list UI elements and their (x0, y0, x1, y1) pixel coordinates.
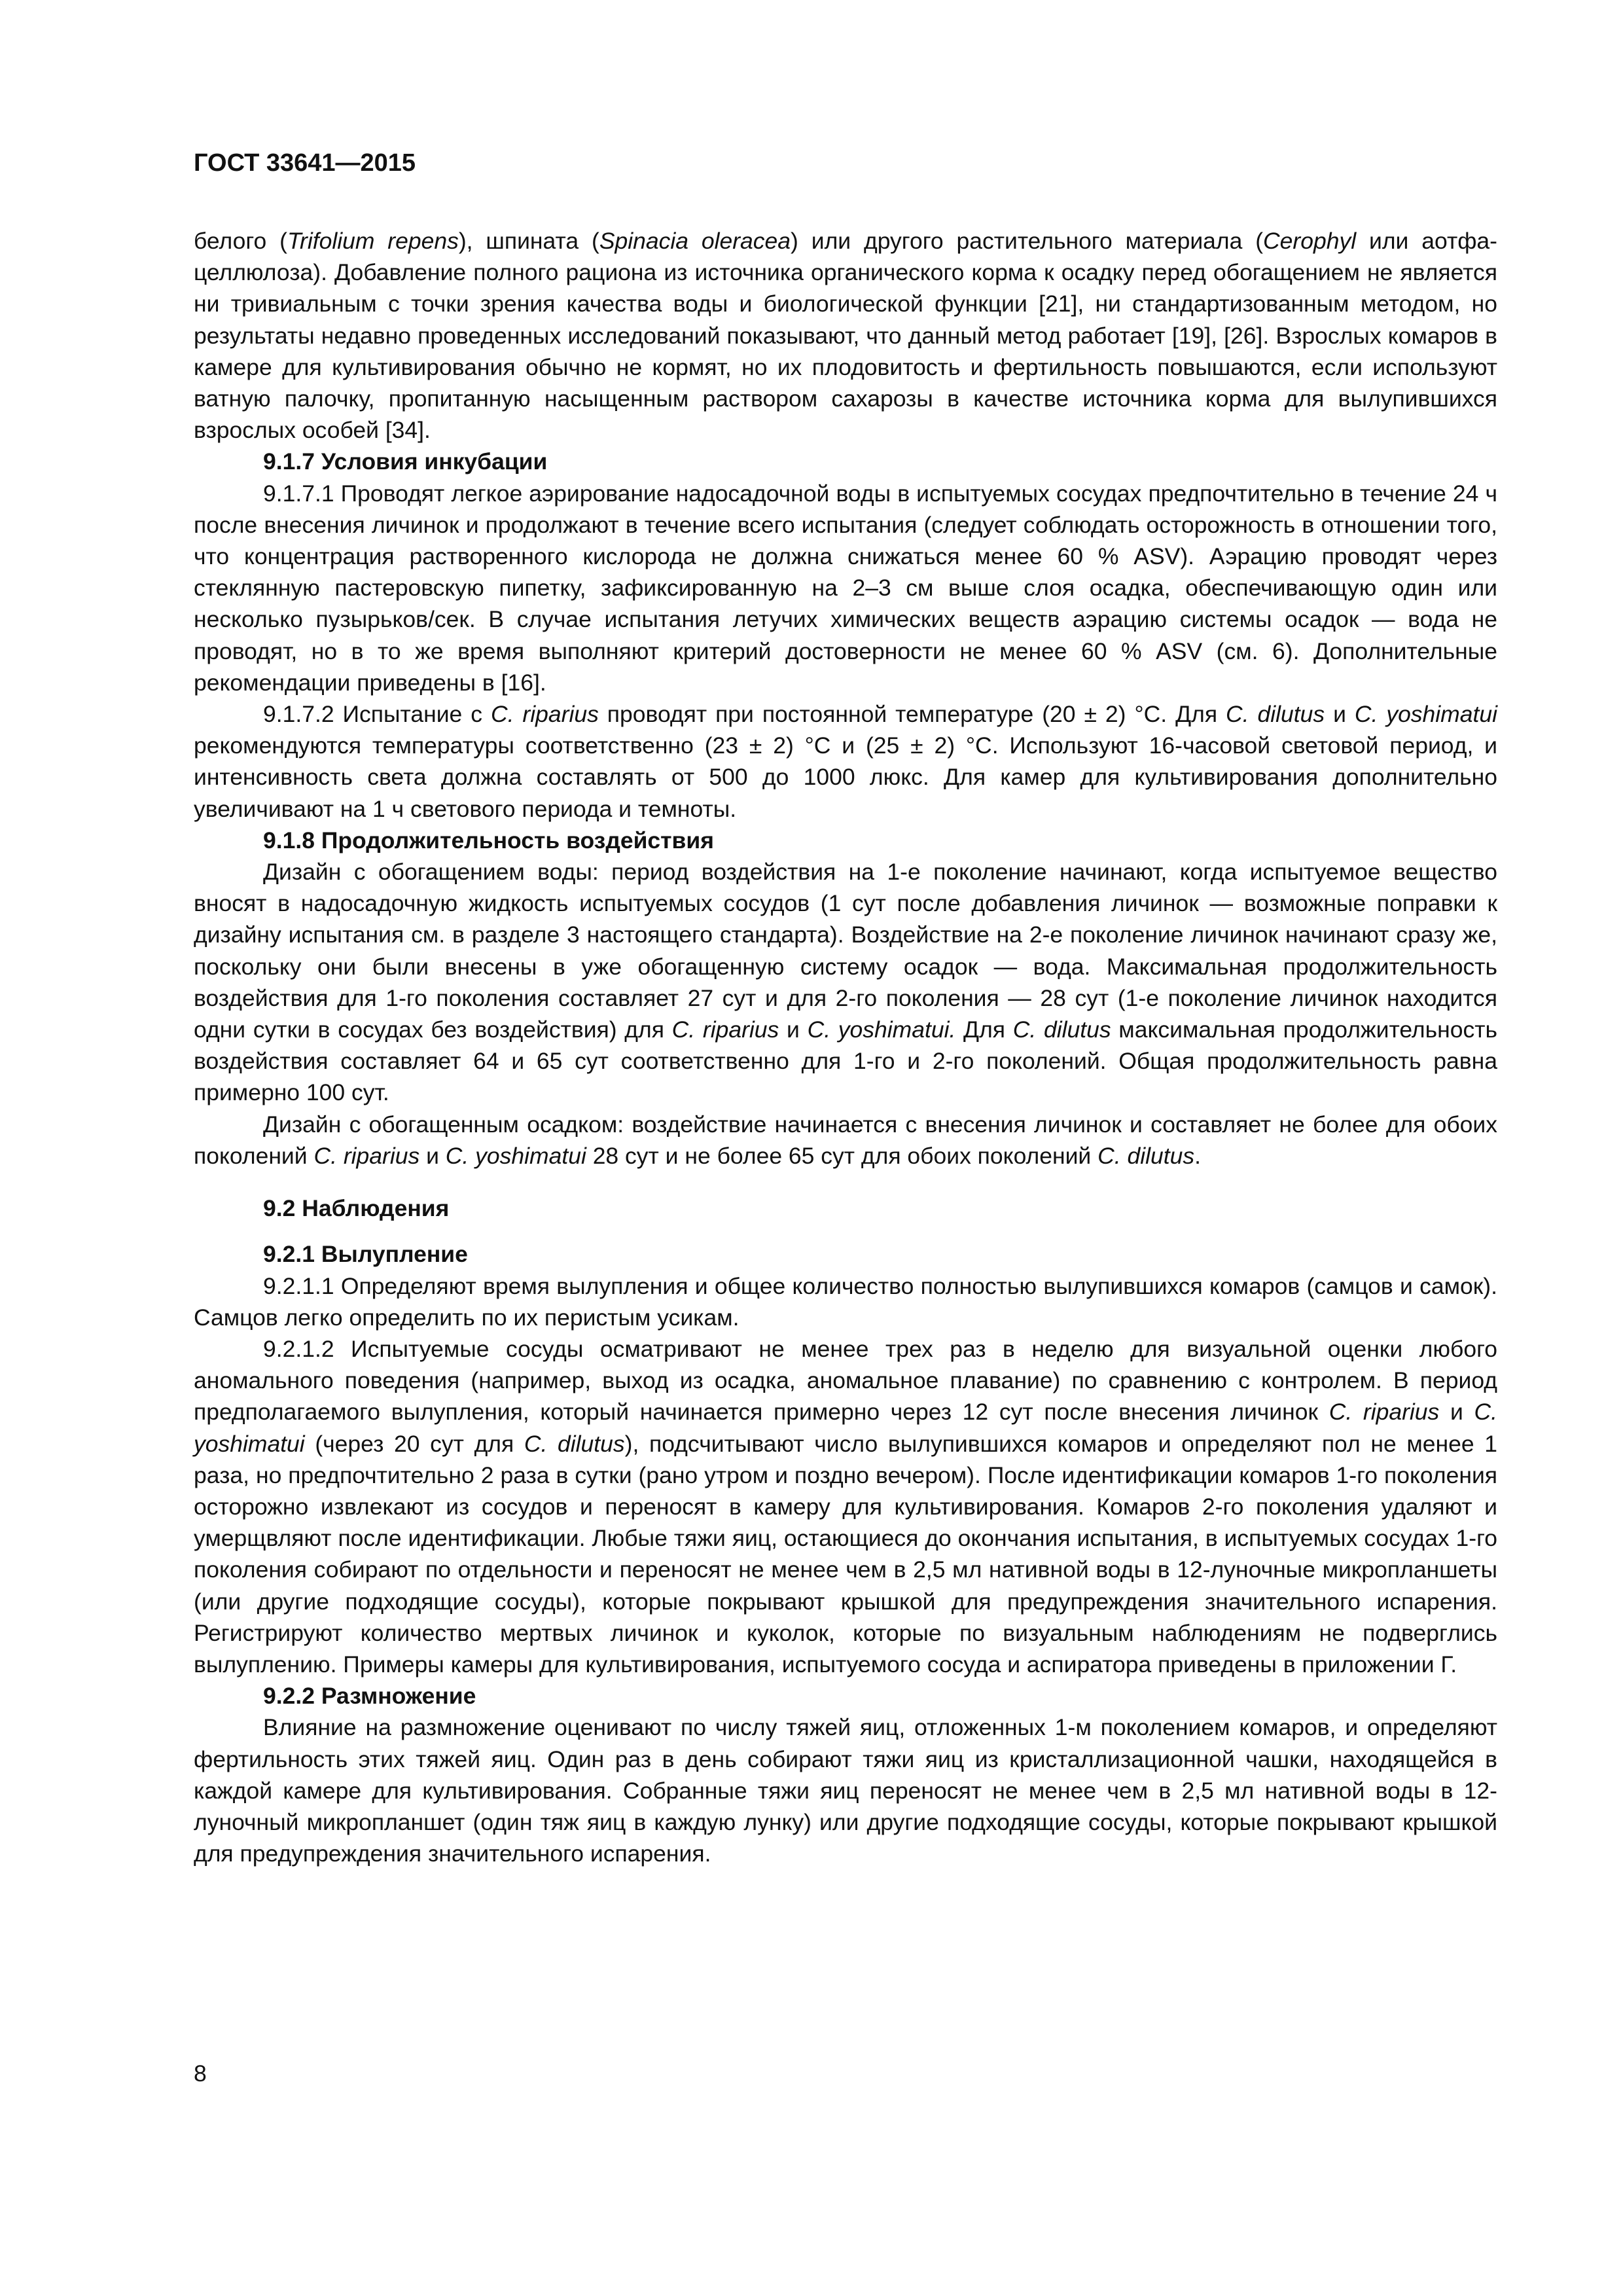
paragraph-9-2-1-1: 9.2.1.1 Определяют время вылупления и общее количество полностью вылупившихся комаров (самцов и самок). Самцов легко определить по их перистым усикам. (194, 1272, 1497, 1331)
text-run: или аотфа-целлюлоза). Добавление полного рациона из источника органического корма к осадку перед обогащением не является ни тривиальным с точки зрения качества воды и биологической функции [21], ни стандартизованным методом, но результаты недавно проведенных исследований показывают, что данный метод работает [19], [26]. Взрослых комаров в камере для культивирования обычно не кормят, но их плодовитость и фертильность повышаются, если используют ватную палочку, пропитанную насыщенным раствором сахарозы в качестве источника корма для вылупившихся взрослых особей [34]. (194, 228, 1497, 444)
species-name: Spinacia oleracea (599, 228, 791, 254)
text-run: проводят при постоянной температуре (20 ± 2) °С. Для (598, 701, 1226, 728)
text-run: 9.1.7.2 Испытание с (263, 701, 491, 728)
text-run: Для (955, 1016, 1013, 1043)
page-header-doc-id: ГОСТ 33641—2015 (194, 149, 416, 177)
text-run: ) или другого растительного материала ( (791, 228, 1264, 254)
text-run: ), шпината ( (458, 228, 599, 254)
text-run: белого ( (194, 228, 287, 254)
text-run: и (419, 1142, 446, 1169)
text-run: ), подсчитывают число вылупившихся комаров и определяют пол не менее 1 раза, но предпочтительно 2 раза в сутки (рано утром и поздно вечером). После идентификации комаров 1-го поколения осторожно извлекают из сосудов и переносят в камеру для культивирования. Комаров 2-го поколения удаляют и умерщвляют после идентификации. Любые тяжи яиц, остающиеся до окончания испытания, в испытуемых сосудах 1-го поколения собирают по отдельности и переносят не менее чем в 2,5 мл нативной воды в 12-луночные микропланшеты (или другие подходящие сосуды), которые покрывают крышкой для предупреждения значительного испарения. Регистрируют количество мертвых личинок и куколок, которые по визуальным наблюдениям не подверглись вылуплению. Примеры камеры для культивирования, испытуемого сосуда и аспиратора приведены в приложении Г. (194, 1430, 1497, 1677)
text-run: (через 20 сут для (304, 1430, 524, 1457)
species-name: C. riparius (313, 1142, 420, 1169)
heading-9-2: 9.2 Наблюдения (263, 1195, 450, 1222)
species-name: C. dilutus (1012, 1016, 1111, 1043)
paragraph-continuation (194, 225, 1497, 446)
text-run: рекомендуются температуры соответственно (23 ± 2) °С и (25 ± 2) °С. Используют 16-часовой световой период, и интенсивность света должна составлять от 500 до 1000 люкс. Для камер для культивирования дополнительно увеличивают на 1 ч светового периода и темноты. (194, 732, 1497, 822)
text-run: . (1194, 1142, 1201, 1169)
species-name: C. yoshimatui (194, 1399, 1497, 1457)
document-body (194, 225, 1497, 1869)
species-name: C. dilutus (524, 1430, 625, 1457)
species-name: C. yoshimatui (1354, 701, 1497, 728)
species-name: Trifolium repens (287, 228, 459, 254)
paragraph-9-1-7-2 (194, 698, 1497, 825)
paragraph-9-2-1-2 (194, 1333, 1497, 1680)
species-name: C. dilutus (1226, 701, 1325, 728)
text-run: Дизайн с обогащенным осадком: воздействие начинается с внесения личинок и составляет не более для обоих поколений (194, 1111, 1497, 1169)
paragraph-9-1-8-water-design (194, 856, 1497, 1109)
text-run: максимальная продолжительность воздействия составляет 64 и 65 сут соответственно для 1-го и 2-го поколений. Общая продолжительность равна примерно 100 сут. (194, 1016, 1497, 1106)
species-name: C. yoshimatui (445, 1142, 586, 1169)
text-run: 28 сут и не более 65 сут для обоих поколений (586, 1142, 1098, 1169)
paragraph-9-1-7-1: 9.1.7.1 Проводят легкое аэрирование надосадочной воды в испытуемых сосудах предпочтительно в течение 24 ч после внесения личинок и продолжают в течение всего испытания (следует соблюдать осторожность в отношении того, что концентрация растворенного кислорода не должна снижаться менее 60 % ASV). Аэрацию проводят через стеклянную пастеровскую пипетку, зафиксированную на 2–3 см выше слоя осадка, обеспечивающую один или несколько пузырьков/сек. В случае испытания летучих химических веществ аэрацию системы осадок — вода не проводят, но в то же время выполняют критерий достоверности не менее 60 % ASV (см. 6). Дополнительные рекомендации приведены в [16]. (194, 480, 1497, 696)
species-name: C. riparius (671, 1016, 779, 1043)
text-run: 9.2.1.2 Испытуемые сосуды осматривают не менее трех раз в неделю для визуальной оценки любого аномального поведения (например, выход из осадка, аномальное плавание) по сравнению с контролем. В период предполагаемого вылупления, который начинается примерно через 12 сут после внесения личинок (194, 1335, 1497, 1426)
text-run: и (779, 1016, 808, 1043)
paragraph-9-2-2: Влияние на размножение оценивают по числу тяжей яиц, отложенных 1-м поколением комаров, и определяют фертильность этих тяжей яиц. Один раз в день собирают тяжи яиц из кристаллизационной чашки, находящейся в каждой камере для культивирования. Собранные тяжи яиц переносят не менее чем в 2,5 мл нативной воды в 12-луночный микропланшет (один тяж яиц в каждую лунку) или другие подходящие сосуды, которые покрывают крышкой для предупреждения значительного испарения. (194, 1714, 1497, 1867)
heading-9-1-7: 9.1.7 Условия инкубации (263, 448, 548, 475)
text-run: и (1325, 701, 1355, 728)
text-run: Дизайн с обогащением воды: период воздействия на 1-е поколение начинают, когда испытуемое вещество вносят в надосадочную жидкость испытуемых сосудов (1 сут после добавления личинок — возможные поправки к дизайну испытания см. в разделе 3 настоящего стандарта). Воздействие на 2-е поколение личинок начинают сразу же, поскольку они были внесены в уже обогащенную систему осадок — вода. Максимальная продолжительность воздействия для 1-го поколения составляет 27 сут и для 2-го поколения — 28 сут (1-е поколение личинок находится одни сутки в сосудах без воздействия) для (194, 859, 1497, 1043)
heading-9-1-8: 9.1.8 Продолжительность воздействия (263, 827, 714, 853)
species-name: C. riparius (1329, 1399, 1440, 1426)
species-name: C. riparius (490, 701, 599, 728)
species-name: C. yoshimatui. (807, 1016, 956, 1043)
text-run: и (1439, 1399, 1474, 1426)
product-name: Cerophyl (1263, 228, 1357, 254)
heading-9-2-1: 9.2.1 Вылупление (263, 1241, 468, 1268)
page-number: 8 (194, 2060, 207, 2087)
heading-9-2-2: 9.2.2 Размножение (263, 1683, 476, 1710)
paragraph-9-1-8-sediment-design (194, 1109, 1497, 1172)
species-name: C. dilutus (1097, 1142, 1195, 1169)
